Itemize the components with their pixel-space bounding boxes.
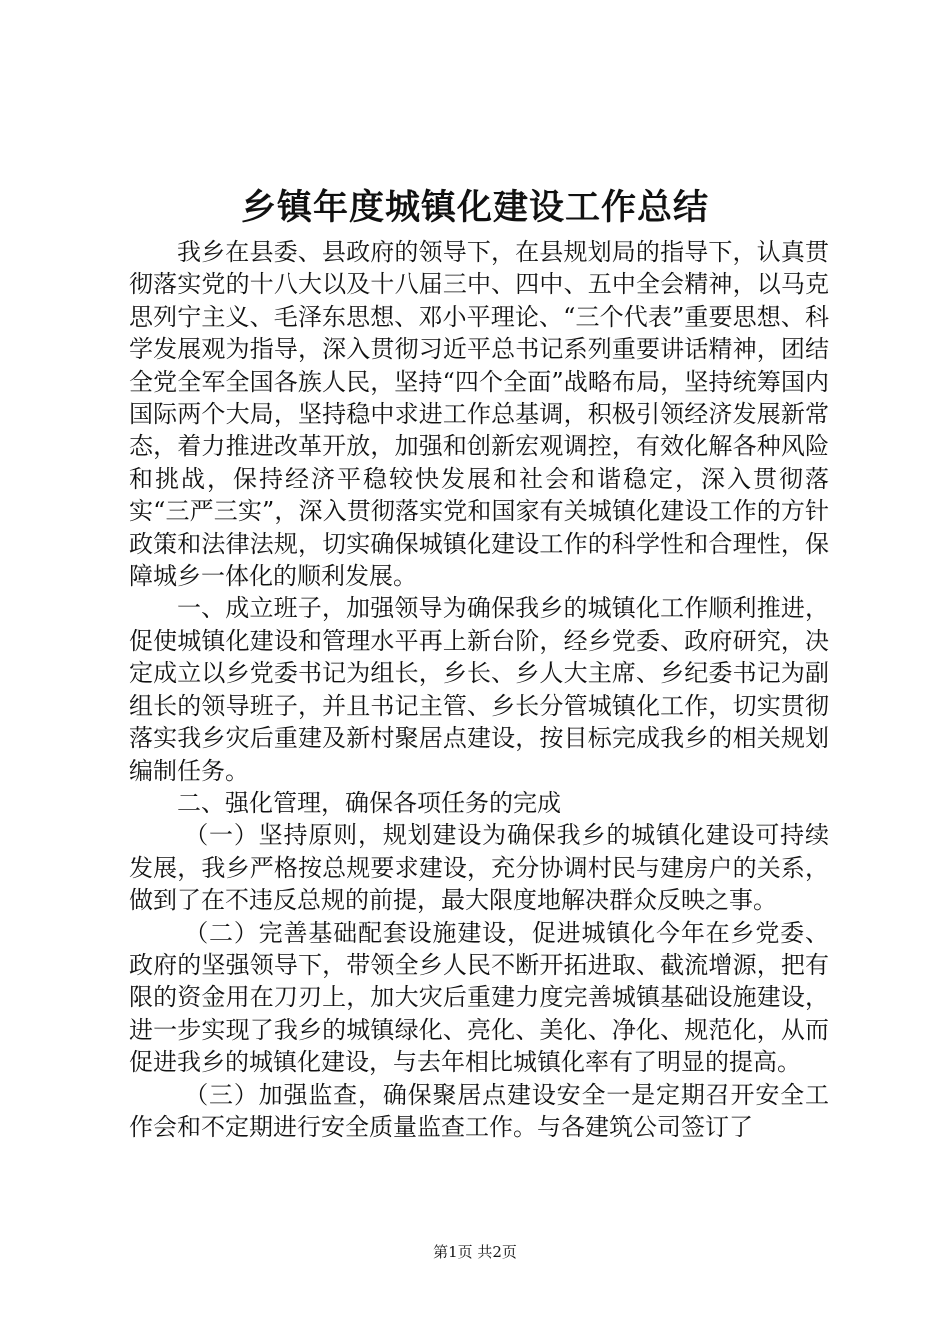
document-body [129,236,829,1143]
paragraph-subsection-1: （一）坚持原则，规划建设为确保我乡的城镇化建设可持续发展，我乡严格按总规要求建设，充分协调村民与建房户的关系，做到了在不违反总规的前提，最大限度地解决群众反映之事。 [129,821,829,915]
document-title: 乡镇年度城镇化建设工作总结 [240,187,709,228]
paragraph-subsection-2: （二）完善基础配套设施建设，促进城镇化今年在乡党委、政府的坚强领导下，带领全乡人民不断开拓进取、截流增源，把有限的资金用在刀刃上，加大灾后重建力度完善城镇基础设施建设，进一步实现了我乡的城镇绿化、亮化、美化、净化、规范化，从而促进我乡的城镇化建设，与去年相比城镇化率有了明显的提高。 [129,918,829,1077]
paragraph-intro: 我乡在县委、县政府的领导下，在县规划局的指导下，认真贯彻落实党的十八大以及十八届三中、四中、五中全会精神，以马克思列宁主义、毛泽东思想、邓小平理论、“三个代表”重要思想、科学发展观为指导，深入贯彻习近平总书记系列重要讲话精神，团结全党全军全国各族人民，坚持“四个全面”战略布局，坚持统筹国内国际两个大局，坚持稳中求进工作总基调，积极引领经济发展新常态，着力推进改革开放，加强和创新宏观调控，有效化解各种风险和挑战，保持经济平稳较快发展和社会和谐稳定，深入贯彻落实“三严三实”，深入贯彻落实党和国家有关城镇化建设工作的方针政策和法律法规，切实确保城镇化建设工作的科学性和合理性，保障城乡一体化的顺利发展。 [129,238,829,591]
paragraph-section-1: 一、成立班子，加强领导为确保我乡的城镇化工作顺利推进，促使城镇化建设和管理水平再上新台阶，经乡党委、政府研究，决定成立以乡党委书记为组长，乡长、乡人大主席、乡纪委书记为副组长的领导班子，并且书记主管、乡长分管城镇化工作，切实贯彻落实我乡灾后重建及新村聚居点建设，按目标完成我乡的相关规划编制任务。 [129,594,829,785]
paragraph-subsection-3: （三）加强监查，确保聚居点建设安全一是定期召开安全工作会和不定期进行安全质量监查工作。与各建筑公司签订了 [129,1080,829,1141]
page-number-footer: 第1页 共2页 [433,1243,517,1261]
paragraph-section-2-heading: 二、强化管理，确保各项任务的完成 [177,788,561,817]
